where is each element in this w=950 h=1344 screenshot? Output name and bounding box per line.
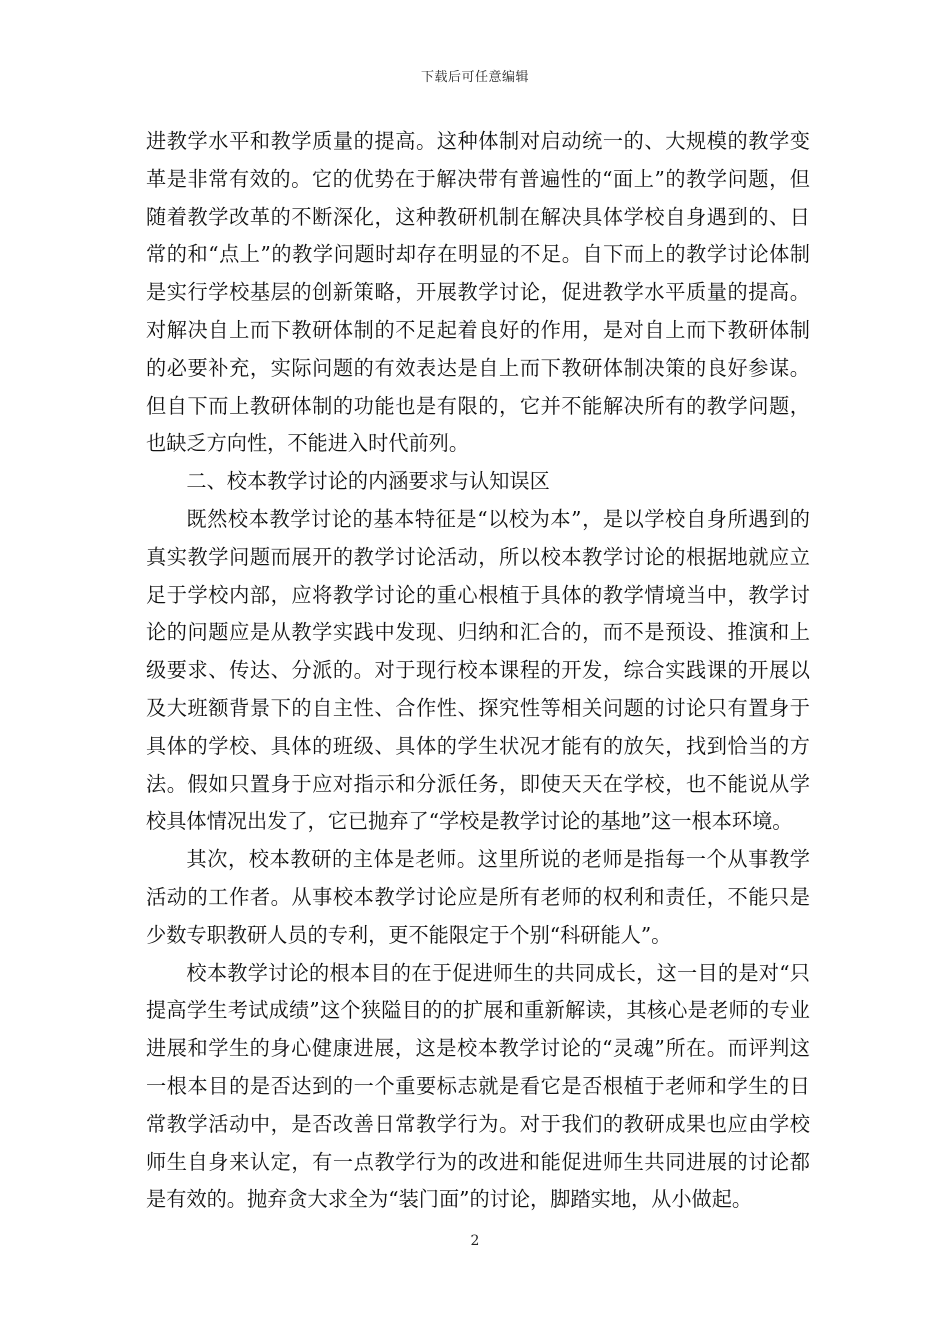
page-number: 2 xyxy=(470,1233,480,1249)
page-header: 下载后可任意编辑 xyxy=(420,70,529,85)
paragraph: 其次，校本教研的主体是老师。这里所说的老师是指每一个从事教学活动的工作者。从事校本教学讨论应是所有老师的权利和责任，不能只是少数专职教研人员的专利，更不能限定于个别“科研能人”。 xyxy=(146,847,810,947)
paragraph-continued: 进教学水平和教学质量的提高。这种体制对启动统一的、大规模的教学变革是非常有效的。它的优势在于解决带有普遍性的“面上”的教学问题，但随着教学改革的不断深化，这种教研机制在解决具体学校自身遇到的、日常的和“点上”的教学问题时却存在明显的不足。自下而上的教学讨论体制是实行学校基层的创新策略，开展教学讨论，促进教学水平质量的提高。对解决自上而下教研体制的不足起着良好的作用，是对自上而下教研体制的必要补充，实际问题的有效表达是自上而下教研体制决策的良好参谋。但自下而上教研体制的功能也是有限的，它并不能解决所有的教学问题，也缺乏方向性，不能进入时代前列。 xyxy=(146,129,810,456)
paragraph: 校本教学讨论的根本目的在于促进师生的共同成长，这一目的是对“只提高学生考试成绩”这个狭隘目的的扩展和重新解读，其核心是老师的专业进展和学生的身心健康进展，这是校本教学讨论的“灵魂”所在。而评判这一根本目的是否达到的一个重要标志就是看它是否根植于老师和学生的日常教学活动中，是否改善日常教学行为。对于我们的教研成果也应由学校师生自身来认定，有一点教学行为的改进和能促进师生共同进展的讨论都是有效的。抛弃贪大求全为“装门面”的讨论，脚踏实地，从小做起。 xyxy=(146,960,810,1212)
document-body xyxy=(146,123,810,1219)
section-heading: 二、校本教学讨论的内涵要求与认知误区 xyxy=(186,469,550,494)
paragraph: 既然校本教学讨论的基本特征是“以校为本”，是以学校自身所遇到的真实教学问题而展开的教学讨论活动，所以校本教学讨论的根据地就应立足于学校内部，应将教学讨论的重心根植于具体的教学情境当中，教学讨论的问题应是从教学实践中发现、归纳和汇合的，而不是预设、推演和上级要求、传达、分派的。对于现行校本课程的开发，综合实践课的开展以及大班额背景下的自主性、合作性、探究性等相关问题的讨论只有置身于具体的学校、具体的班级、具体的学生状况才能有的放矢，找到恰当的方法。假如只置身于应对指示和分派任务，即使天天在学校，也不能说从学校具体情况出发了，它已抛弃了“学校是教学讨论的基地”这一根本环境。 xyxy=(146,506,810,834)
